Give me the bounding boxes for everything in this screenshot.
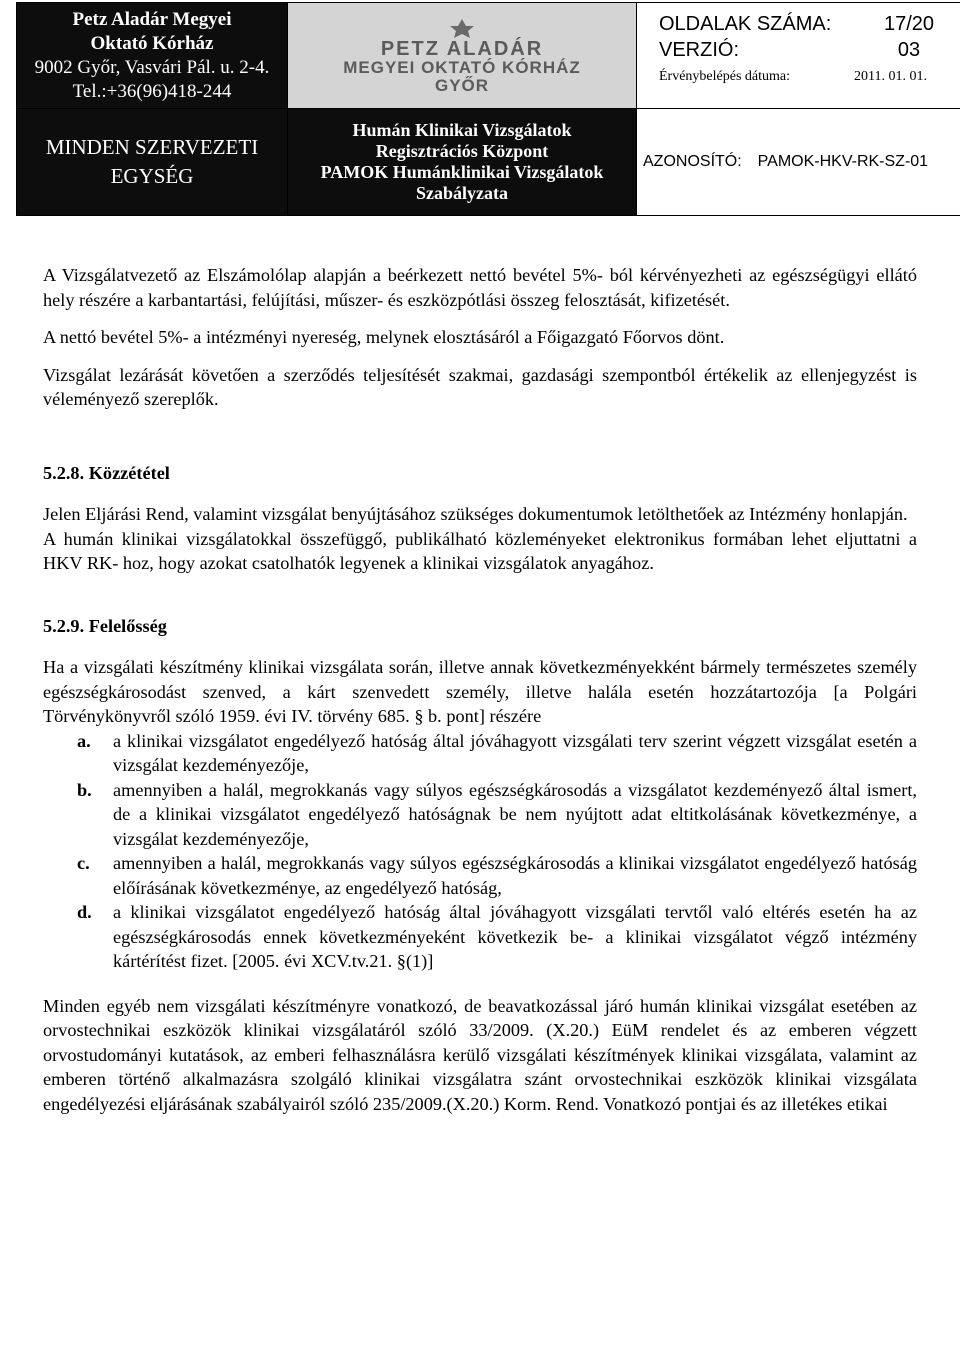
pages-row [659, 11, 960, 37]
pages-value: 17/20 [883, 13, 935, 35]
logo-text-line1: PETZ ALADÁR [380, 37, 544, 60]
hospital-logo [288, 3, 637, 109]
list-marker: a. [77, 730, 91, 751]
doc-title-line4: Szabályzata [416, 183, 508, 203]
document-header [16, 2, 960, 216]
doc-title-line1: Humán Klinikai Vizsgálatok [352, 120, 572, 140]
institution-phone: Tel.:+36(96)418-244 [72, 80, 232, 102]
list-item [43, 778, 917, 852]
version-value: 03 [897, 39, 921, 61]
document-body [43, 263, 917, 1116]
institution-address: 9002 Győr, Vasvári Pál. u. 2-4. [34, 56, 270, 78]
section-title-liability: 5.2.9. Felelősség [43, 615, 167, 636]
document-meta [637, 3, 960, 109]
paragraph-settlement: A Vizsgálatvezető az Elszámolólap alapján a beérkezett nettó bevétel 5%- ból kérvényezheti az egészségügyi ellátó hely részére a karbantartási, felújítási, műszer- és eszközpótlási összeg felosztását, kifizetését. [43, 265, 917, 310]
institution-block [17, 3, 288, 109]
list-item-text: a klinikai vizsgálatot engedélyező hatóság által jóváhagyott vizsgálati terv szerint végzett vizsgálat esetén a vizsgálat kezdeményezője, [113, 730, 917, 775]
paragraph-net-income: A nettó bevétel 5%- a intézményi nyereség, melynek elosztásáról a Főigazgató Főorvos dönt. [43, 327, 725, 347]
pages-label: OLDALAK SZÁMA: [659, 13, 832, 35]
unit-line2: EGYSÉG [110, 164, 194, 188]
paragraph-liability-intro: Ha a vizsgálati készítmény klinikai vizsgálata során, illetve annak következményekként bármely természetes személy egészségkárosodást szenved, a kárt szenvedett személy, illetve halála esetén hozzátartozója [a Polgári Törvénykönyvről szóló 1959. évi IV. törvény 685. § b. pont] részére [43, 657, 917, 726]
logo-text-line3: GYŐR [434, 75, 490, 95]
effective-date-value: 2011. 01. 01. [854, 69, 927, 84]
list-item [43, 729, 917, 778]
list-marker: c. [77, 853, 90, 873]
list-marker: b. [77, 779, 92, 800]
version-label: VERZIÓ: [659, 39, 740, 61]
doc-title-line2: Regisztrációs Központ [375, 141, 549, 161]
list-item [43, 851, 917, 900]
doc-title-line3: PAMOK Humánklinikai Vizsgálatok [320, 162, 604, 182]
list-marker: d. [77, 902, 92, 922]
section-title-publication: 5.2.8. Közzététel [43, 462, 170, 483]
unit-line1: MINDEN SZERVEZETI [45, 135, 259, 159]
paragraph-other-studies: Minden egyéb nem vizsgálati készítményre vonatkozó, de beavatkozással járó humán klinikai vizsgálat esetében az orvostechnikai eszközök klinikai vizsgálatáról szóló 33/2009. (X.20.) EüM rendelet és az emberen végzett orvostudományi kutatások, az emberi felhasználásra kerülő vizsgálati készítmények klinikai vizsgálata, valamint az emberen történő alkalmazásra szolgáló klinikai vizsgálatra szánt orvostechnikai eszközök klinikai vizsgálata engedélyezési eljárásának szabályairól szóló 235/2009.(X.20.) Korm. Rend. Vonatkozó pontjai és az illetékes etikai [43, 995, 917, 1114]
hospital-emblem-icon [432, 17, 492, 39]
paragraph-publications: A humán klinikai vizsgálatokkal összefüggő, publikálható közleményeket elektronikus formában lehet eljuttatni a HKV RK- hoz, hogy azokat csatolhatók legyenek a klinikai vizsgálatok anyagához. [43, 528, 917, 573]
list-item [43, 900, 917, 974]
list-item-text: a klinikai vizsgálatot engedélyező hatóság által jóváhagyott vizsgálati tervtől való eltérés esetén ha az egészségkárosodás ennek következményeként következik be- a klinikai vizsgálatot végző intézmény kártérítést fizet. [2005. évi XCV.tv.21. §(1)] [113, 902, 917, 971]
version-row [659, 37, 960, 63]
list-item-text: amennyiben a halál, megrokkanás vagy súlyos egészségkárosodás a vizsgálatot kezdeményező által ismert, de a klinikai vizsgálatot engedélyező hatóságnak be nem nyújtott adat eltitkolásának következménye, a vizsgálat kezdeményezője, [113, 779, 917, 849]
document-title [288, 109, 637, 216]
institution-name-line1: Petz Aladár Megyei [72, 8, 232, 30]
document-id-label: AZONOSÍTÓ: [643, 153, 742, 170]
paragraph-closure: Vizsgálat lezárását követően a szerződés teljesítését szakmai, gazdasági szempontból értékelik az ellenjegyzést is véleményező szereplők. [43, 364, 917, 409]
document-id-value: PAMOK-HKV-RK-SZ-01 [757, 153, 929, 170]
effective-date-row [659, 67, 960, 87]
list-item-text: amennyiben a halál, megrokkanás vagy súlyos egészségkárosodás a klinikai vizsgálatot engedélyező hatóság előírásának következménye, az engedélyező hatóság, [113, 853, 917, 898]
unit-block [17, 109, 288, 216]
effective-date-label: Érvénybelépés dátuma: [659, 69, 791, 84]
institution-name-line2: Oktató Kórház [90, 32, 214, 54]
paragraph-documents: Jelen Eljárási Rend, valamint vizsgálat benyújtásához szükséges dokumentumok letölthetőek az Intézmény honlapján. [43, 504, 908, 524]
logo-text-line2: MEGYEI OKTATÓ KÓRHÁZ [343, 57, 581, 77]
liability-list [43, 729, 917, 974]
document-id [637, 109, 960, 216]
